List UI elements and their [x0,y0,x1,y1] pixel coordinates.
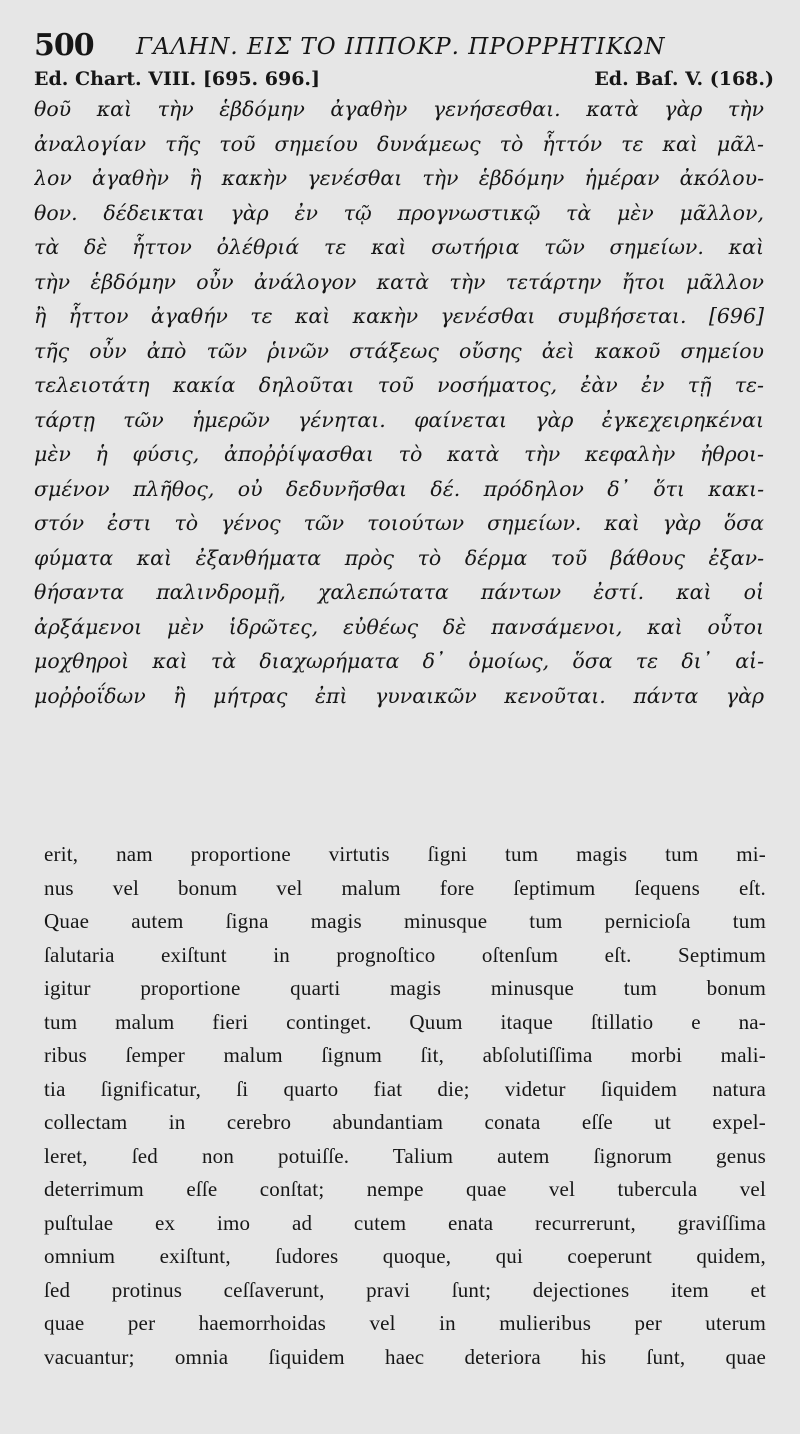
greek-text-line: τάρτῃ τῶν ἡμερῶν γένηται. φαίνεται γὰρ ἐγκεχειρηκέναι [34,407,764,432]
latin-text-line: collectam in cerebro abundantiam conata eſſe ut expel- [44,1110,766,1134]
latin-text-line: tia ſignificatur, ſi quarto fiat die; videtur ſiquidem natura [44,1076,766,1101]
latin-text-line: ſed protinus ceſſaverunt, pravi ſunt; dejectiones item et [44,1277,766,1302]
latin-text-line: ſalutaria exiſtunt in prognoſtico oſtenſum eſt. Septimum [44,942,766,967]
latin-text-line: puſtulae ex imo ad cutem enata recurrerunt, graviſſima [44,1210,766,1235]
edition-chart-reference: Ed. Chart. VIII. [695. 696.] [34,68,321,90]
latin-text-line: omnium exiſtunt, ſudores quoque, qui coeperunt quidem, [44,1244,766,1268]
latin-text-block [44,838,766,1374]
greek-text-line: τὴν ἑβδόμην οὖν ἀνάλογον κατὰ τὴν τετάρτην ἤτοι μᾶλλον [34,269,764,294]
greek-text-line: θοῦ καὶ τὴν ἑβδόμην ἀγαθὴν γενήσεσθαι. κατὰ γὰρ τὴν [34,97,764,121]
page-number: 500 [34,28,94,63]
latin-text-line: ribus ſemper malum ſignum ſit, abſolutiſſima morbi mali- [44,1043,766,1067]
latin-text-line: erit, nam proportione virtutis ſigni tum magis tum mi- [44,842,766,866]
greek-text-line: μοχθηροὶ καὶ τὰ διαχωρήματα δ᾽ ὁμοίως, ὅσα τε δι᾽ αἱ- [34,649,764,673]
greek-text-line: μοῤῥοΐδων ἢ μήτρας ἐπὶ γυναικῶν κενοῦται. πάντα γὰρ [34,683,764,708]
greek-text-line: σμένον πλῆθος, οὐ δεδυνῆσθαι δέ. πρόδηλον δ᾽ ὅτι κακι- [34,476,764,501]
greek-text-line: τῆς οὖν ἀπὸ τῶν ῥινῶν στάξεως οὔσης ἀεὶ κακοῦ σημείου [34,338,764,363]
greek-text-block [34,92,764,713]
greek-text-line: θον. δέδεικται γὰρ ἐν τῷ προγνωστικῷ τὰ μὲν μᾶλλον, [34,200,764,225]
latin-text-line: nus vel bonum vel malum fore ſeptimum ſequens eſt. [44,875,766,900]
running-title: ΓΑΛΗΝ. ΕΙΣ ΤΟ ΙΠΠΟΚΡ. ΠΡΟΡΡΗΤΙΚΩΝ [136,34,666,60]
latin-text-line: tum malum fieri continget. Quum itaque ſtillatio e na- [44,1009,766,1034]
greek-text-line: μὲν ἡ φύσις, ἀποῤῥίψασθαι τὸ κατὰ τὴν κεφαλὴν ἠθροι- [34,442,764,466]
greek-text-line: θήσαντα παλινδρομῇ, χαλεπώτατα πάντων ἐστί. καὶ οἱ [34,580,764,604]
latin-text-line: vacuantur; omnia ſiquidem haec deteriora his ſunt, quae [44,1344,766,1369]
greek-text-line: φύματα καὶ ἐξανθήματα πρὸς τὸ δέρμα τοῦ βάθους ἐξαν- [34,545,764,570]
greek-text-line: ἢ ἧττον ἀγαθήν τε καὶ κακὴν γενέσθαι συμβήσεται. [696] [34,304,764,328]
page-header [34,28,774,68]
latin-text-line: igitur proportione quarti magis minusque tum bonum [44,976,766,1000]
latin-text-line: leret, ſed non potuiſſe. Talium autem ſignorum genus [44,1143,766,1168]
latin-text-line: quae per haemorrhoidas vel in mulieribus per uterum [44,1311,766,1335]
greek-text-line: τελειοτάτη κακία δηλοῦται τοῦ νοσήματος, ἐὰν ἐν τῇ τε- [34,373,764,397]
greek-text-line: στόν ἐστι τὸ γένος τῶν τοιούτων σημείων. καὶ γὰρ ὅσα [34,511,764,535]
greek-text-line: τὰ δὲ ἧττον ὀλέθριά τε καὶ σωτήρια τῶν σημείων. καὶ [34,235,764,259]
latin-text-line: deterrimum eſſe conſtat; nempe quae vel tubercula vel [44,1177,766,1201]
latin-text-line: Quae autem ſigna magis minusque tum pernicioſa tum [44,909,766,933]
greek-text-line: ἀρξάμενοι μὲν ἱδρῶτες, εὐθέως δὲ πανσάμενοι, καὶ οὗτοι [34,614,764,639]
edition-basel-reference: Ed. Baſ. V. (168.) [594,68,774,90]
edition-reference-line [34,68,774,94]
greek-text-line: λον ἀγαθὴν ἢ κακὴν γενέσθαι τὴν ἑβδόμην ἡμέραν ἀκόλου- [34,166,764,190]
greek-text-line: ἀναλογίαν τῆς τοῦ σημείου δυνάμεως τὸ ἧττόν τε καὶ μᾶλ- [34,131,764,156]
